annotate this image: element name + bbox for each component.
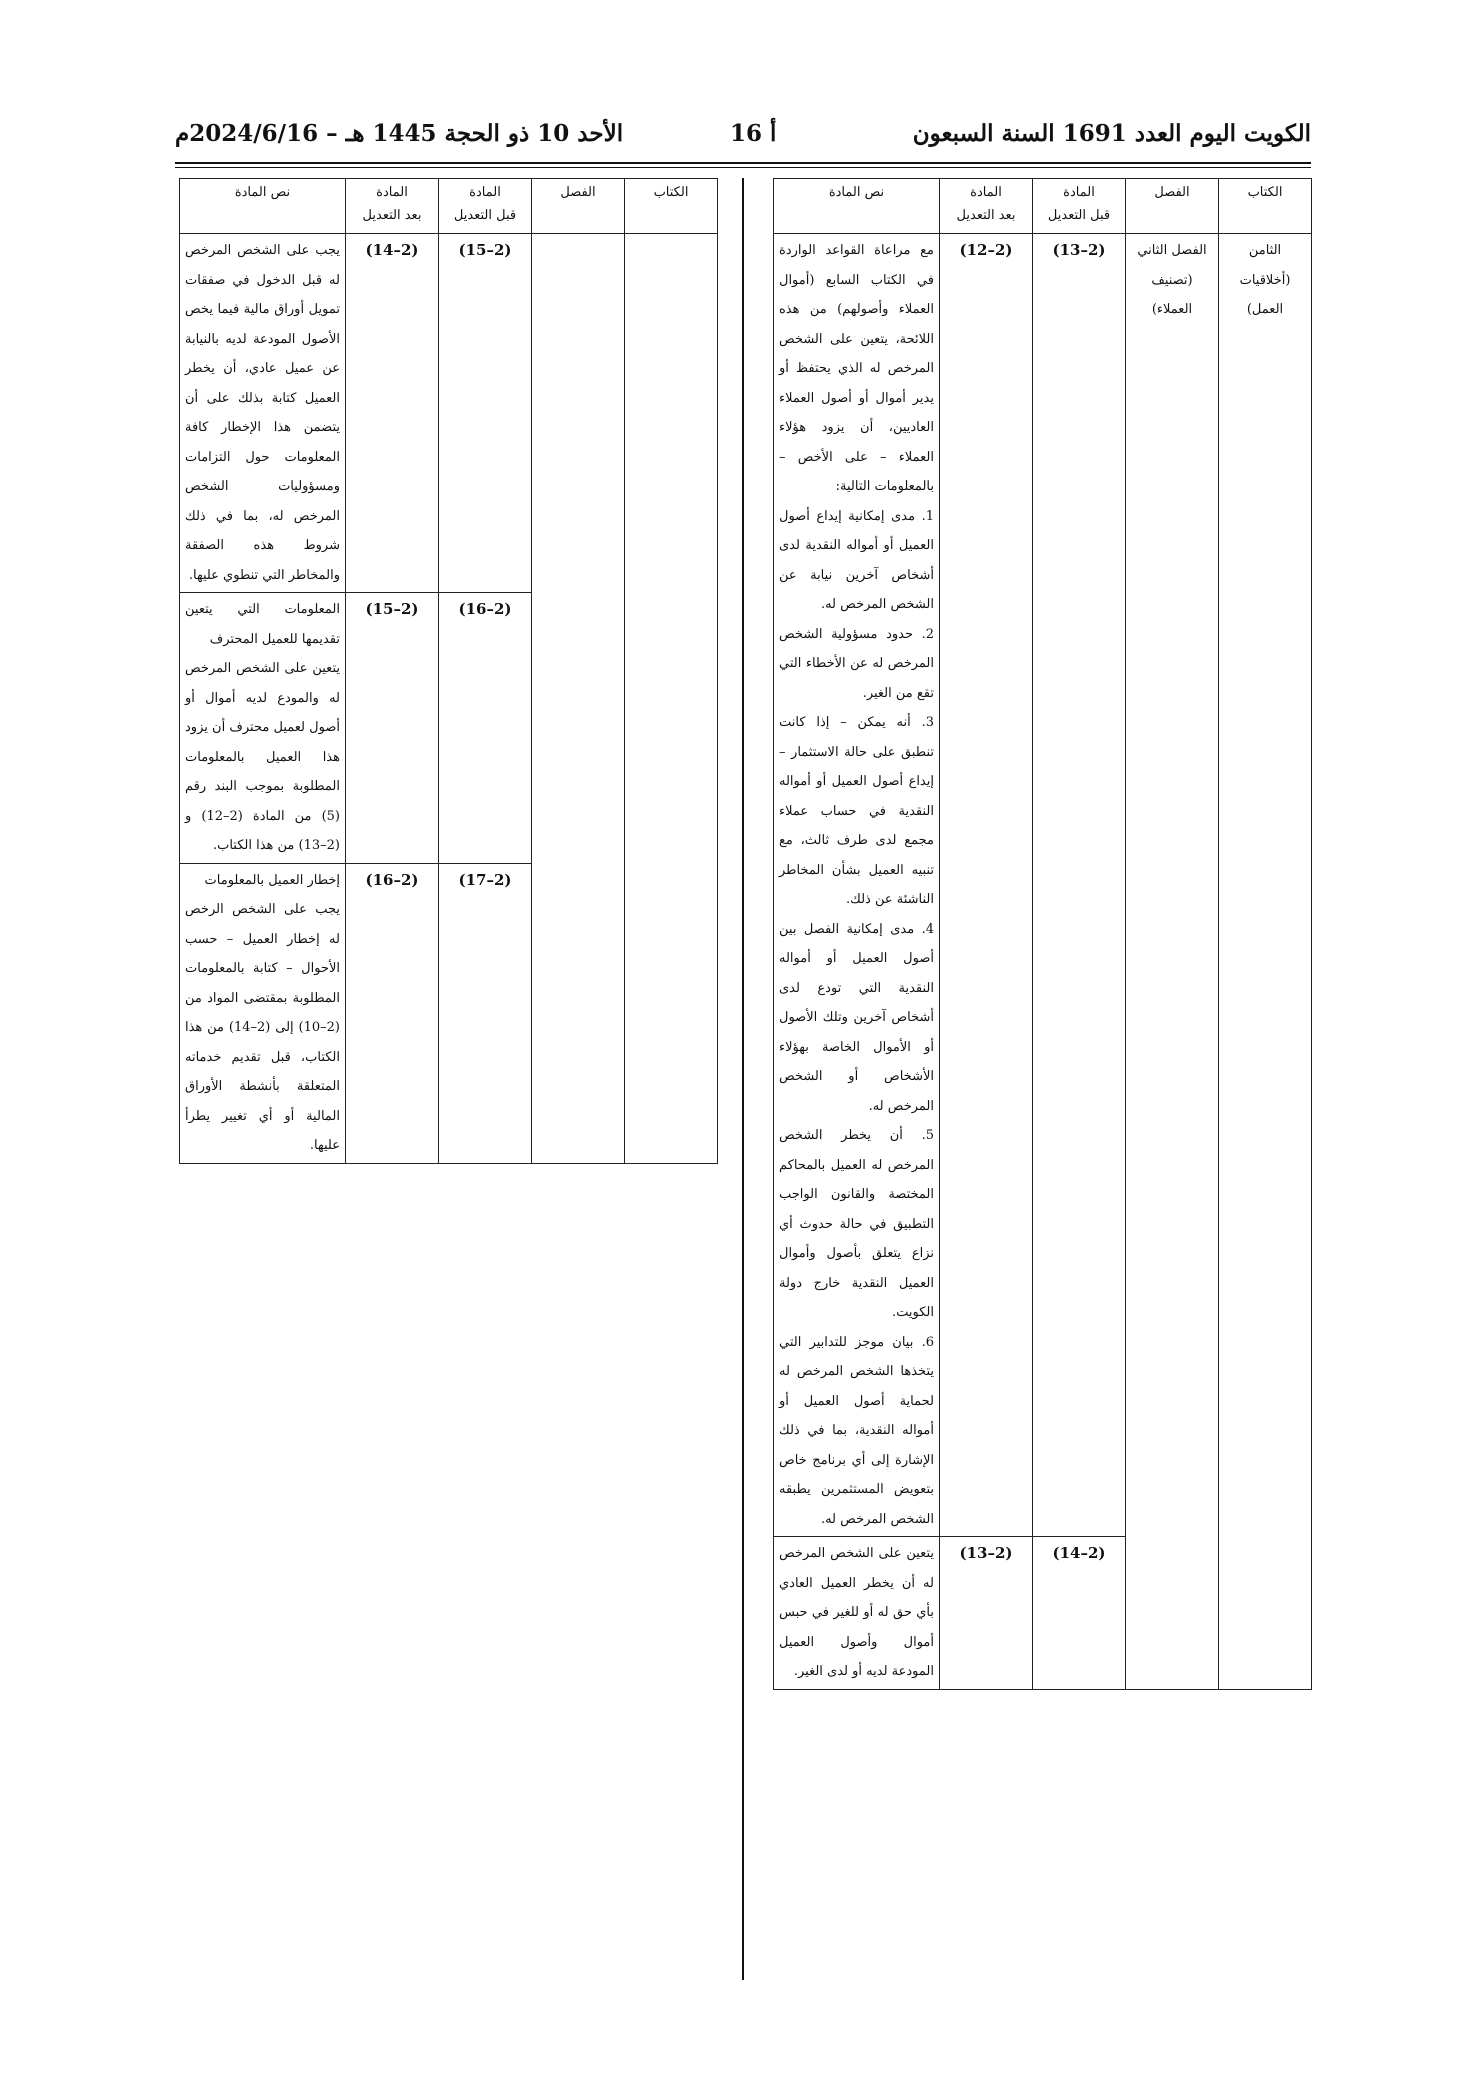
col-book: الكتاب <box>1219 179 1312 234</box>
paragraph-title: إخطار العميل بالمعلومات <box>204 872 340 888</box>
article-before: (2–13) <box>1033 234 1126 1537</box>
article-after: (2–14) <box>346 234 439 593</box>
page-header <box>175 120 1311 160</box>
paragraph: 4. مدى إمكانية الفصل بين أصول العميل أو أمواله النقدية التي تودع لدى أشخاص آخرين وتلك الأصول أو الأموال الخاصة بهؤلاء الأشخاص أو الشخص المرخص له. <box>779 921 934 1114</box>
col-article-text: نص المادة <box>774 179 940 234</box>
article-after: (2–12) <box>940 234 1033 1537</box>
col-article-text: نص المادة <box>180 179 346 234</box>
column-divider <box>742 178 744 1980</box>
issue-date: الأحد 10 ذو الحجة 1445 هـ – 2024/6/16م <box>175 120 624 147</box>
paragraph: يجب على الشخص المرخص له قبل الدخول في صفقات تمويل أوراق مالية فيما يخص الأصول المودعة لديه بالنيابة عن عميل عادي، أن يخطر العميل كتابة بذلك على أن يتضمن هذا الإخطار كافة المعلومات حول التزامات ومسؤوليات الشخص المرخص له، بما في ذلك شروط هذه الصفقة والمخاطر التي تنطوي عليها. <box>185 243 340 583</box>
gazette-issue: الكويت اليوم العدد 1691 السنة السبعون <box>912 120 1311 147</box>
col-article-before: المادة قبل التعديل <box>1033 179 1126 234</box>
col-chapter: الفصل <box>1126 179 1219 234</box>
amendments-table-right <box>773 178 1312 1690</box>
table-header-row <box>774 179 1312 234</box>
article-text <box>180 863 346 1163</box>
article-after: (2–16) <box>346 863 439 1163</box>
article-before: (2–17) <box>439 863 532 1163</box>
col-article-after: المادة بعد التعديل <box>940 179 1033 234</box>
paragraph: مع مراعاة القواعد الواردة في الكتاب السابع (أموال العملاء وأصولهم) من هذه اللائحة، يتعين على الشخص المرخص له الذي يحتفظ أو يدير أموال أو أصول العملاء العاديين، أن يزود هؤلاء العملاء – على الأخص – بالمعلومات التالية: <box>779 243 934 494</box>
table-row <box>774 234 1312 1537</box>
paragraph: 1. مدى إمكانية إيداع أصول العميل أو أمواله النقدية لدى أشخاص آخرين نيابة عن الشخص المرخص له. <box>779 508 934 612</box>
article-before: (2–15) <box>439 234 532 593</box>
article-before: (2–16) <box>439 593 532 864</box>
table-row <box>180 234 718 593</box>
paragraph: 2. حدود مسؤولية الشخص المرخص له عن الأخطاء التي تقع من الغير. <box>779 626 934 701</box>
paragraph: 6. بيان موجز للتدابير التي يتخذها الشخص المرخص له لحماية أصول العميل أو أمواله النقدية، بما في ذلك الإشارة إلى أي برنامج خاص بتعويض المستثمرين يطبقه الشخص المرخص له. <box>779 1334 934 1527</box>
paragraph: 3. أنه يمكن – إذا كانت تنطبق على حالة الاستثمار – إيداع أصول العميل أو أمواله النقدية في حساب عملاء مجمع لدى طرف ثالث، مع تنبيه العميل بشأن المخاطر الناشئة عن ذلك. <box>779 715 934 907</box>
paragraph: 5. أن يخطر الشخص المرخص له العميل بالمحاكم المختصة والقانون الواجب التطبيق في حالة حدوث أي نزاع يتعلق بأصول وأموال العميل النقدية خارج دولة الكويت. <box>779 1128 934 1320</box>
paragraph: يتعين على الشخص المرخص له أن يخطر العميل العادي بأي حق له أو للغير في حبس أموال وأصول العميل المودعة لديه أو لدى الغير. <box>779 1546 934 1679</box>
page-number: أ 16 <box>730 120 777 147</box>
book-cell <box>625 234 718 1164</box>
paragraph-title: المعلومات التي يتعين تقديمها للعميل المحترف <box>185 602 340 647</box>
article-text <box>180 593 346 864</box>
col-article-before: المادة قبل التعديل <box>439 179 532 234</box>
col-book: الكتاب <box>625 179 718 234</box>
article-after: (2–13) <box>940 1537 1033 1690</box>
article-text <box>180 234 346 593</box>
chapter-cell <box>532 234 625 1164</box>
chapter-cell: الفصل الثاني (تصنيف العملاء) <box>1126 234 1219 1690</box>
article-after: (2–15) <box>346 593 439 864</box>
header-rule-thin <box>175 167 1311 168</box>
article-text <box>774 234 940 1537</box>
amendments-table-left <box>179 178 718 1164</box>
col-chapter: الفصل <box>532 179 625 234</box>
table-header-row <box>180 179 718 234</box>
paragraph: يتعين على الشخص المرخص له والمودع لديه أموال أو أصول لعميل محترف أن يزود هذا العميل بالمعلومات المطلوبة بموجب البند رقم (5) من المادة (2–12) و (2–13) من هذا الكتاب. <box>185 661 340 853</box>
header-rule <box>175 162 1311 164</box>
article-before: (2–14) <box>1033 1537 1126 1690</box>
col-article-after: المادة بعد التعديل <box>346 179 439 234</box>
paragraph: يجب على الشخص الرخص له إخطار العميل – حسب الأحوال – كتابة بالمعلومات المطلوبة بمقتضى المواد من (2–10) إلى (2–14) من هذا الكتاب، قبل تقديم خدماته المتعلقة بأنشطة الأوراق المالية أو أي تغيير يطرأ عليها. <box>185 902 340 1153</box>
book-cell: الثامن (أخلاقيات العمل) <box>1219 234 1312 1690</box>
article-text <box>774 1537 940 1690</box>
